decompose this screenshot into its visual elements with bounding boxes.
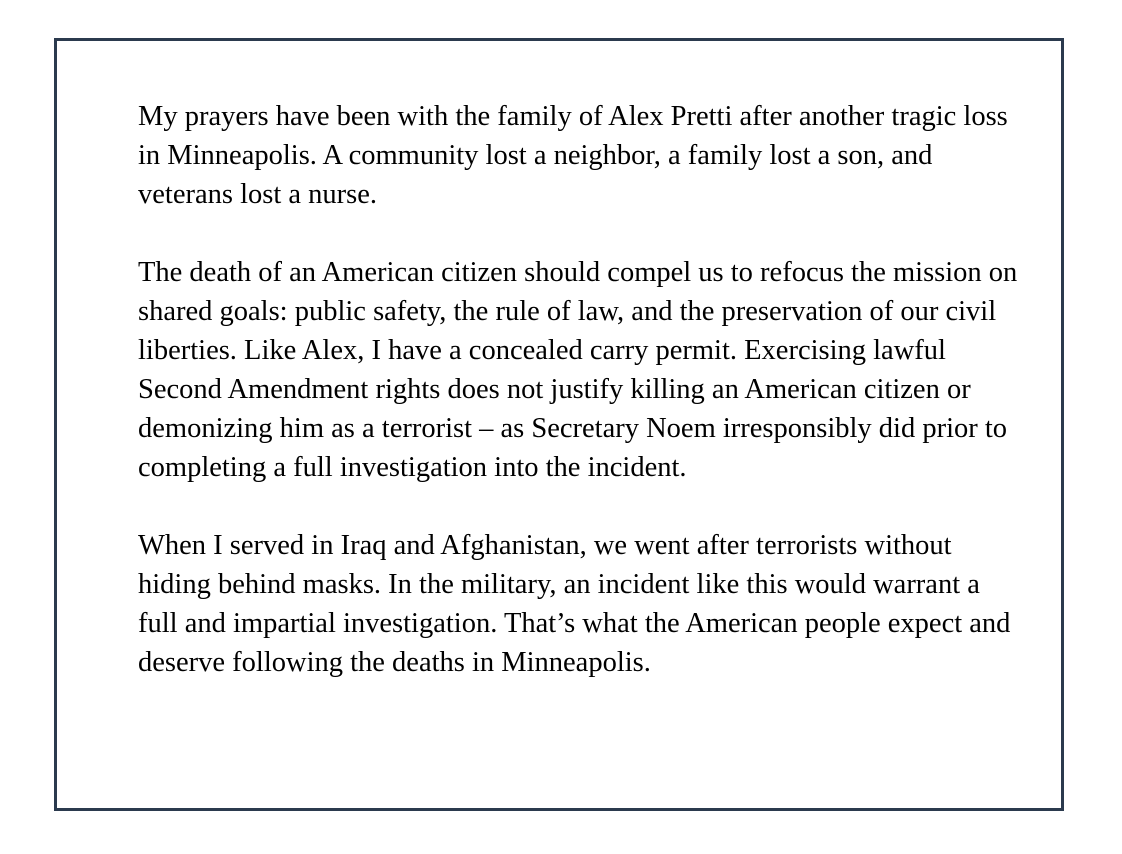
statement-paragraph-3: When I served in Iraq and Afghanistan, we went after terrorists without hiding behind masks. In the military, an incident like this would warrant a full and impartial investigation. That’s what the American people expect and deserve following the deaths in Minneapolis. xyxy=(138,530,1011,678)
statement-paragraph-1: My prayers have been with the family of Alex Pretti after another tragic loss in Minneapolis. A community lost a neighbor, a family lost a son, and veterans lost a nurse. xyxy=(138,101,1008,210)
statement-paragraph-2: The death of an American citizen should compel us to refocus the mission on shared goals: public safety, the rule of law, and the preservation of our civil liberties. Like Alex, I have a concealed carry permit. Exercising lawful Second Amendment rights does not justify killing an American citizen or demonizing him as a terrorist – as Secretary Noem irresponsibly did prior to completing a full investigation into the incident. xyxy=(138,257,1018,483)
statement-frame xyxy=(54,38,1064,811)
statement-body xyxy=(138,97,1018,682)
